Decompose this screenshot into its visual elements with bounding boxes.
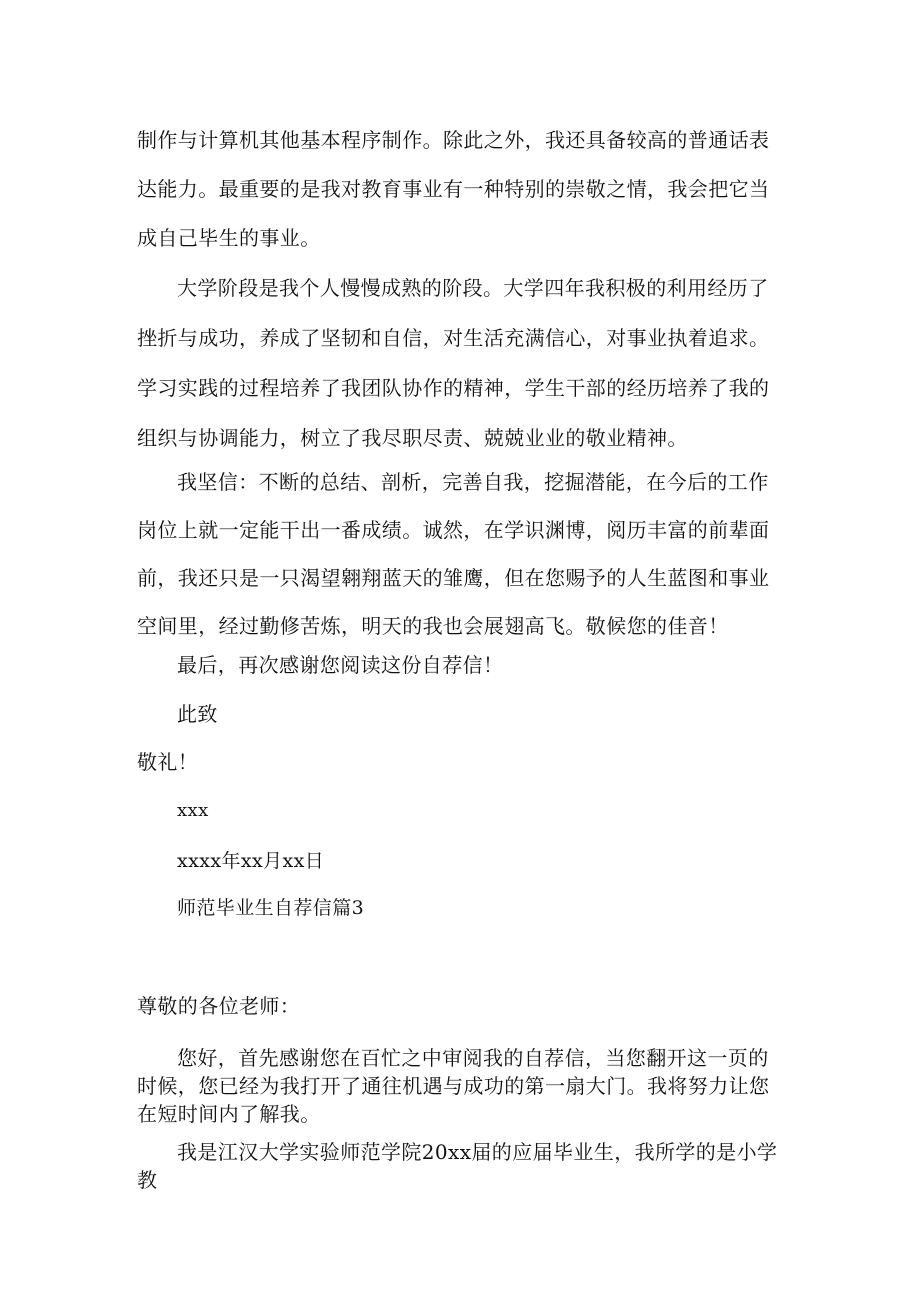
paragraph-belief: 我坚信：不断的总结、剖析，完善自我，挖掘潜能，在今后的工作岗位上就一定能干出一番成绩。诚然，在学识渊博，阅历丰富的前辈面前，我还只是一只渴望翱翔蓝天的雏鹰，但在您赐予的人生蓝图和事业空间里，经过勤修苦炼，明天的我也会展翅高飞。敬候您的佳音！ <box>137 470 770 638</box>
salutation: 尊敬的各位老师： <box>137 994 301 1018</box>
paragraph-greeting: 您好，首先感谢您在百忙之中审阅我的自荐信，当您翻开这一页的时候，您已经为我打开了通往机遇与成功的第一扇大门。我将努力让您在短时间内了解我。 <box>137 1046 770 1126</box>
closing-thanks: 最后，再次感谢您阅读这份自荐信！ <box>177 653 504 677</box>
paragraph-skills: 制作与计算机其他基本程序制作。除此之外，我还具备较高的普通话表达能力。最重要的是我对教育事业有一种特别的崇敬之情，我会把它当成自己毕生的事业。 <box>137 128 770 250</box>
paragraph-university: 大学阶段是我个人慢慢成熟的阶段。大学四年我积极的利用经历了挫折与成功，养成了坚韧和自信，对生活充满信心，对事业执着追求。学习实践的过程培养了我团队协作的精神，学生干部的经历培养了我的组织与协调能力，树立了我尽职尽责、兢兢业业的敬业精神。 <box>137 276 770 450</box>
letter-date: xxxx年xx月xx日 <box>177 850 325 872</box>
paragraph-intro: 我是江汉大学实验师范学院20xx届的应届毕业生，我所学的是小学教 <box>137 1140 778 1192</box>
section-heading: 师范毕业生自荐信篇3 <box>177 897 365 919</box>
closing-cizhi: 此致 <box>177 702 218 726</box>
closing-jingli: 敬礼！ <box>137 750 199 774</box>
signature: xxx <box>177 800 209 821</box>
